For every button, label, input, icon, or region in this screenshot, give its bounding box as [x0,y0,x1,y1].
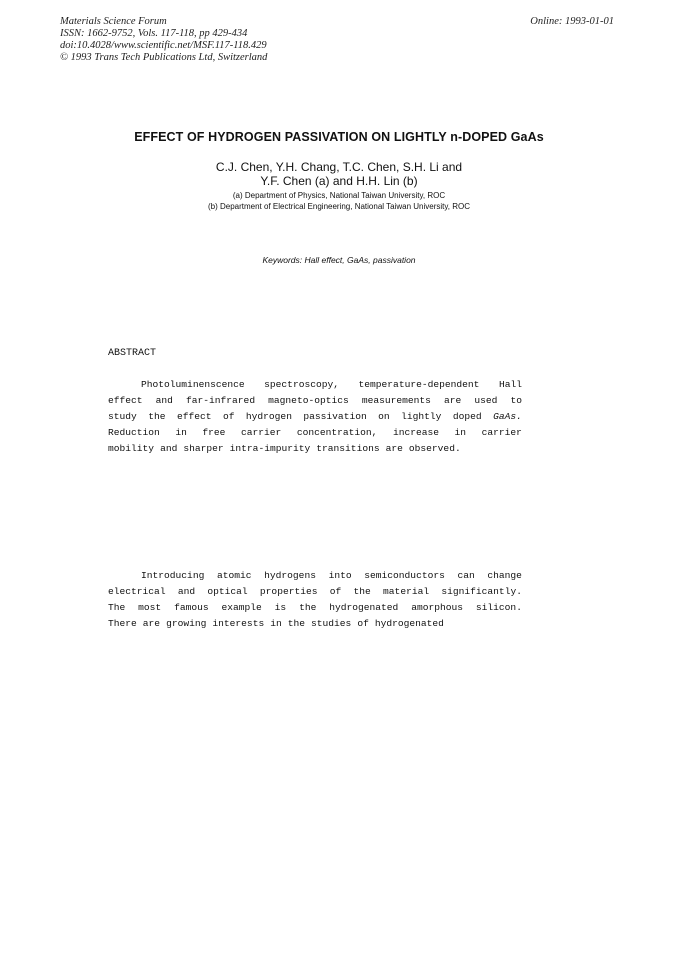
author-line-1: C.J. Chen, Y.H. Chang, T.C. Chen, S.H. Li and [215,160,463,174]
abstract-heading: ABSTRACT [108,348,157,359]
issn-line: ISSN: 1662-9752, Vols. 117-118, pp 429-434 [60,28,248,39]
journal-name: Materials Science Forum [60,16,167,27]
copyright-line: © 1993 Trans Tech Publications Ltd, Switzerland [60,52,268,63]
intro-body [108,568,522,632]
online-date: Online: 1993-01-01 [530,16,614,27]
author-line-2: Y.F. Chen (a) and H.H. Lin (b) [260,174,418,188]
author-list [0,160,678,188]
abstract-body [108,377,522,457]
text-line: effect and far-infrared magneto-optics measurements are used to [108,395,522,406]
text-line: Photoluminenscence spectroscopy, temperature-dependent Hall [141,379,522,390]
journal-header [60,16,267,64]
text-line: There are growing interests in the studies of hydrogenated [108,618,444,629]
affiliation-b: (b) Department of Electrical Engineering, National Taiwan University, ROC [207,202,471,211]
affiliations [0,190,678,212]
text-line: mobility and sharper intra-impurity transitions are observed. [108,443,461,454]
text-line: study the effect of hydrogen passivation on lightly doped GaAs. [108,411,522,422]
text-line: The most famous example is the hydrogenated amorphous silicon. [108,602,522,613]
text-line: Introducing atomic hydrogens into semiconductors can change [141,570,522,581]
doi-line[interactable]: doi:10.4028/www.scientific.net/MSF.117-118.429 [60,40,267,51]
paper-title: EFFECT OF HYDROGEN PASSIVATION ON LIGHTLY n-DOPED GaAs [134,130,544,144]
text-line: Reduction in free carrier concentration, increase in carrier [108,427,522,438]
keywords: Keywords: Hall effect, GaAs, passivation [262,255,416,265]
text-line: electrical and optical properties of the material significantly. [108,586,522,597]
affiliation-a: (a) Department of Physics, National Taiwan University, ROC [232,191,446,200]
